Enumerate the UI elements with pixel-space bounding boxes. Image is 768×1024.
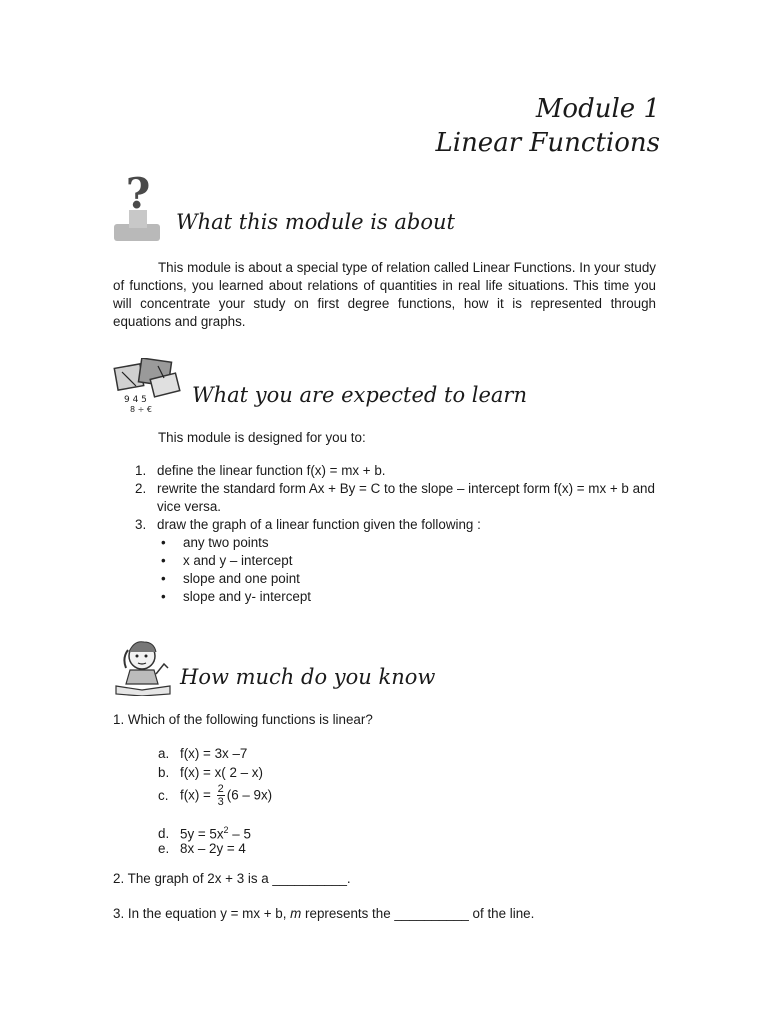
option-prefix: f(x) = [180, 787, 211, 803]
list-number: 2. [135, 481, 147, 496]
question-3 [113, 905, 534, 923]
option-label: c. [158, 787, 169, 803]
list-number: 3. [135, 517, 147, 532]
list-text: rewrite the standard form Ax + By = C to the slope – intercept form f(x) = mx + b and vice versa. [157, 481, 655, 514]
list-item [113, 516, 656, 534]
quiz-heading: How much do you know [180, 665, 436, 689]
bullet-item: • slope and y- intercept [159, 588, 656, 606]
option-label: b. [158, 765, 170, 780]
list-number: 1. [135, 463, 147, 478]
question-2: 2. The graph of 2x + 3 is a __________. [113, 871, 351, 886]
thinking-child-icon [112, 634, 174, 696]
question-3-variable: m [290, 906, 302, 921]
option-a [158, 745, 247, 763]
option-e [158, 840, 246, 858]
bullet-item: • any two points [159, 534, 656, 552]
question-1: 1. Which of the following functions is linear? [113, 712, 373, 727]
option-label: a. [158, 746, 170, 761]
objectives-list [113, 462, 656, 606]
svg-text:?: ? [125, 170, 151, 218]
list-text: define the linear function f(x) = mx + b. [157, 463, 386, 478]
question-mark-icon [112, 170, 162, 245]
expected-intro: This module is designed for you to: [158, 430, 366, 445]
about-paragraph: This module is about a special type of relation called Linear Functions. In your study of functions, you learned about relations of quantities in real life situations. This time you will concentrate your study on first degree functions, how it is represented through equations and graphs. [113, 260, 656, 329]
about-heading: What this module is about [176, 210, 455, 234]
option-text: f(x) = 3x –7 [180, 746, 248, 761]
option-text: f(x) = x( 2 – x) [180, 765, 263, 780]
list-text: draw the graph of a linear function given the following : [157, 517, 481, 532]
svg-text:9 4 5: 9 4 5 [124, 395, 147, 405]
module-name: Linear Functions [435, 128, 660, 158]
module-number: Module 1 [535, 94, 660, 124]
option-label: e. [158, 841, 170, 856]
bullet-list [159, 534, 656, 606]
fraction-numerator: 2 [217, 783, 224, 795]
option-c [158, 783, 272, 808]
option-label: d. [158, 826, 170, 842]
expected-heading: What you are expected to learn [192, 383, 527, 407]
question-3-prefix: 3. In the equation y = mx + b, [113, 906, 291, 921]
module-title-block [435, 92, 660, 160]
bullet-item: • x and y – intercept [159, 552, 656, 570]
option-text: 8x – 2y = 4 [180, 841, 246, 856]
fraction [217, 783, 225, 808]
fraction-denominator: 3 [217, 796, 224, 808]
list-item [113, 480, 656, 516]
math-blocks-icon [112, 358, 186, 414]
question-1-options [158, 745, 458, 860]
about-paragraph-block [113, 259, 656, 331]
option-suffix: – 5 [228, 826, 251, 842]
svg-text:8 ÷ €: 8 ÷ € [130, 405, 152, 414]
list-item [113, 462, 656, 480]
question-3-suffix: represents the __________ of the line. [301, 906, 535, 921]
option-prefix: 5y = 5x [180, 826, 224, 842]
option-b [158, 764, 263, 782]
bullet-item: • slope and one point [159, 570, 656, 588]
exponent: 2 [223, 825, 229, 835]
option-suffix: (6 – 9x) [226, 787, 273, 803]
